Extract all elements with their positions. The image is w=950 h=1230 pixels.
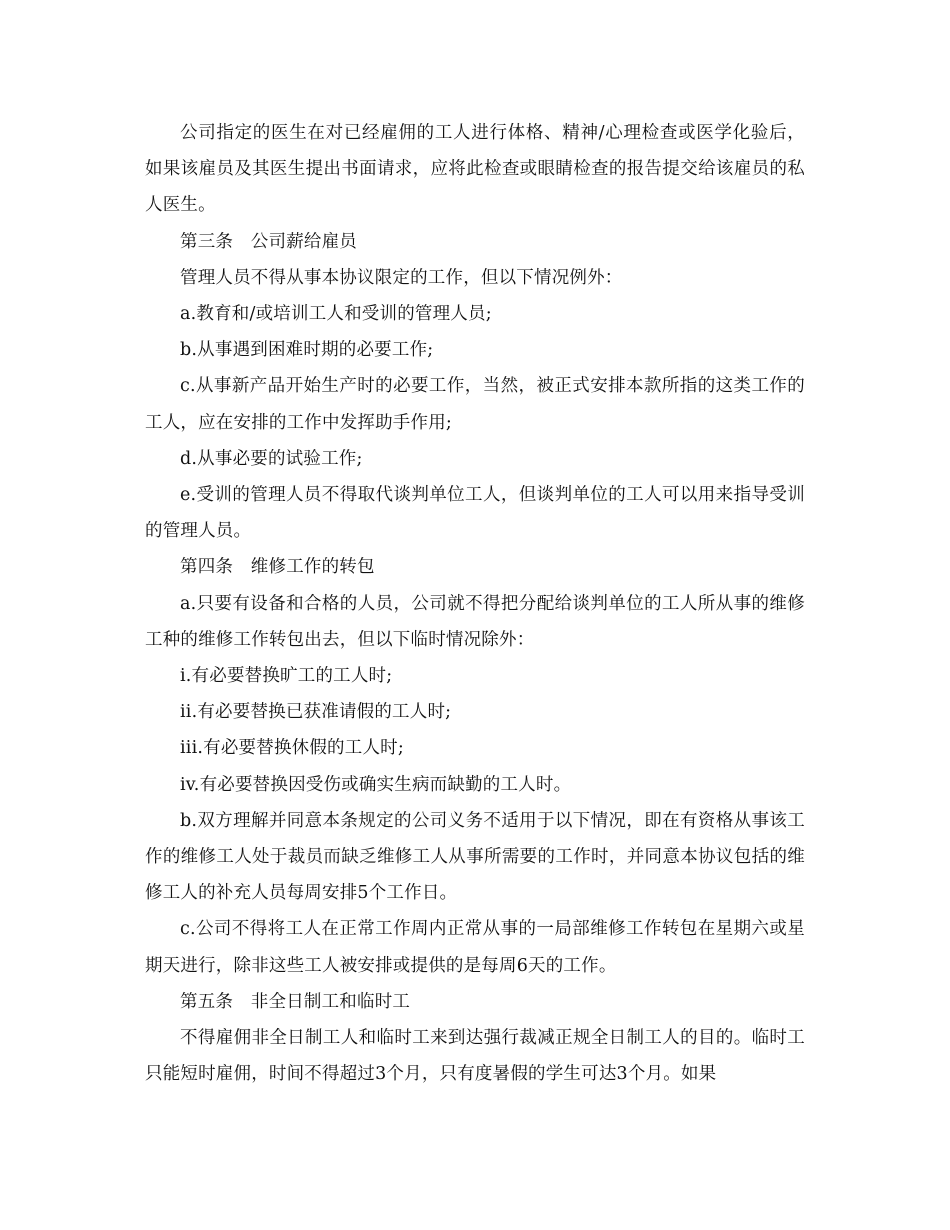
article-4-heading: 第四条 维修工作的转包	[180, 557, 375, 578]
list-item-b: b.从事遇到困难时期的必要工作;	[180, 340, 434, 361]
paragraph-medical-report: 公司指定的医生在对已经雇佣的工人进行体格、精神/心理检查或医学化验后，如果该雇员及其医生提出书面请求，应将此检查或眼睛检查的报告提交给该雇员的私人医生。	[145, 123, 805, 216]
list-item-e: e.受训的管理人员不得取代谈判单位工人，但谈判单位的工人可以用来指导受训的管理人员。	[145, 485, 805, 542]
paragraph-subcontract-b: b.双方理解并同意本条规定的公司义务不适用于以下情况，即在有资格从事该工作的维修工人处于裁员而缺乏维修工人从事所需要的工作时，并同意本协议包括的维修工人的补充人员每周安排5个工作日。	[145, 810, 805, 904]
paragraph-management-restriction: 管理人员不得从事本协议限定的工作，但以下情况例外：	[180, 267, 623, 288]
list-item-a: a.教育和/或培训工人和受训的管理人员;	[180, 304, 492, 325]
list-item-c: c.从事新产品开始生产时的必要工作，当然，被正式安排本款所指的这类工作的工人，应在安排的工作中发挥助手作用;	[145, 376, 805, 433]
list-item-i: i.有必要替换旷工的工人时;	[180, 666, 393, 687]
list-item-ii: ii.有必要替换已获准请假的工人时;	[180, 702, 452, 723]
paragraph-subcontract-a: a.只要有设备和合格的人员，公司就不得把分配给谈判单位的工人所从事的维修工种的维修工作转包出去，但以下临时情况除外：	[145, 593, 805, 650]
article-5-heading: 第五条 非全日制工和临时工	[180, 991, 411, 1012]
article-3-heading: 第三条 公司薪给雇员	[180, 231, 357, 252]
paragraph-subcontract-c: c.公司不得将工人在正常工作周内正常从事的一局部维修工作转包在星期六或星期天进行，除非这些工人被安排或提供的是每周6天的工作。	[145, 919, 805, 976]
list-item-iii: iii.有必要替换休假的工人时;	[180, 738, 404, 759]
list-item-iv: iv.有必要替换因受伤或确实生病而缺勤的工人时。	[180, 774, 572, 795]
document-page	[145, 115, 805, 1092]
list-item-d: d.从事必要的试验工作;	[180, 448, 363, 469]
paragraph-part-time: 不得雇佣非全日制工人和临时工来到达强行裁减正规全日制工人的目的。临时工只能短时雇佣，时间不得超过3个月，只有度暑假的学生可达3个月。如果	[145, 1028, 805, 1085]
